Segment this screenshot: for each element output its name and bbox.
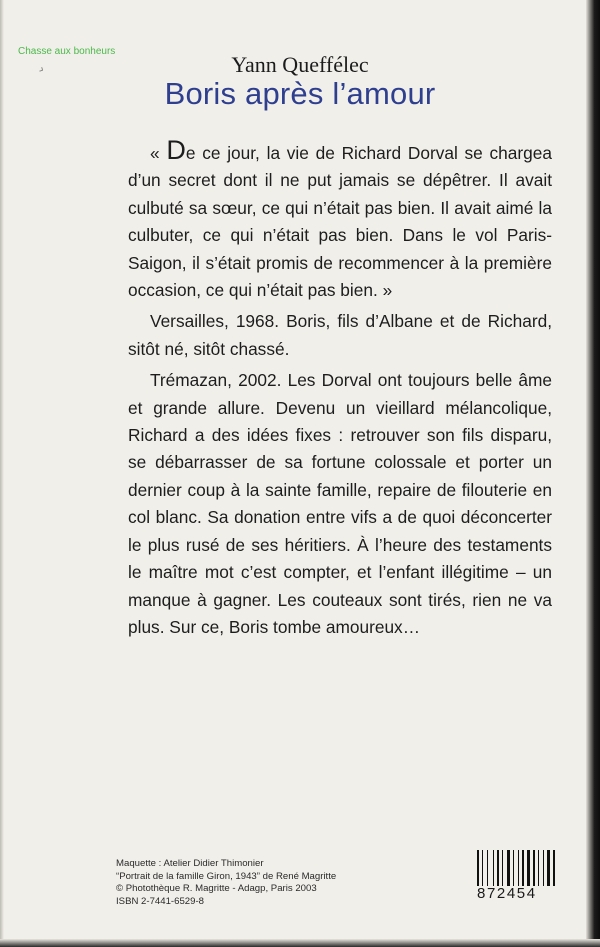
book-title: Boris après l’amour [164,76,436,111]
quote-text: e ce jour, la vie de Richard Dorval se chargea d’un secret dont il ne put jamais se dépêtrer. Il avait culbuté sa sœur, ce qui n’était pas bien. Il avait aimé la culbuter, ce qui n’était pas bien. Dans le vol Paris-Saigon, il s’était promis de recommencer à la première occasion, ce qui n’était pas bien. » [128,143,552,301]
credit-copyright: © Photothèque R. Magritte - Adagp, Paris 2003 [116,883,317,895]
barcode-bar [507,850,510,886]
author-name: Yann Queffélec [231,52,369,77]
barcode-bar [482,850,483,886]
seller-watermark: Chasse aux bonheurs [18,46,116,57]
barcode-bar [525,850,526,886]
quote-open-mark: « [150,143,167,163]
barcode-bar [527,850,530,886]
barcode-bar [540,850,542,886]
blurb [128,135,552,641]
blurb-paragraph: Trémazan, 2002. Les Dorval ont toujours belle âme et grande allure. Devenu un vieillard mélancolique, Richard a des idées fixes : retrouver son fils disparu, se débarrasser de sa fortune colossale et porter un dernier coup à la sainte famille, repaire de filouterie en col blanc. Sa donation entre vifs a de quoi déconcerter le plus rusé de ses héritiers. À l’heure des testaments le maître mot c’est compter, et l’enfant illégitime – un manque à gagner. Les couteaux sont tirés, rien ne va plus. Sur ce, Boris tombe amoureux… [128,370,552,637]
quote-dropcap: D [166,135,186,165]
credits-block [116,858,416,908]
barcode-bar [484,850,486,886]
barcode-bar [500,850,501,886]
barcode-bar [504,850,506,886]
barcode-bar [553,850,555,886]
credit-artwork: “Portrait de la famille Giron, 1943” de René Magritte [116,870,337,882]
barcode-bar [545,850,546,886]
barcode-bar [513,850,514,886]
blurb-paragraph: Versailles, 1968. Boris, fils d’Albane et de Richard, sitôt né, sitôt chassé. [128,311,552,359]
barcode-bar [543,850,544,886]
barcode-bar [536,850,537,886]
barcode-bar [515,850,517,886]
credit-isbn: ISBN 2-7441-6529-8 [116,895,204,907]
barcode-number: 872454 [477,885,537,902]
paper-speck: › [36,61,48,77]
barcode-bar [497,850,499,886]
barcode-bar [531,850,532,886]
barcode-bar [477,850,479,886]
barcode-bar [493,850,494,886]
barcode-bar [487,850,488,886]
barcode-bar [547,850,550,886]
blurb-quote [128,135,552,304]
barcode-bar [533,850,535,886]
barcode-bar [522,850,524,886]
cover-spine-shadow [586,0,600,947]
barcode-bar [489,850,492,886]
barcode-bar [502,850,503,886]
barcode-bar [480,850,481,886]
barcode-bar [556,850,557,886]
barcode-bar [551,850,552,886]
barcode-bar [495,850,496,886]
cover-left-edge [0,0,4,947]
barcode-bar [538,850,539,886]
credit-design: Maquette : Atelier Didier Thimonier [116,858,264,869]
barcode-bar [511,850,512,886]
barcode-bar [518,850,519,886]
cover-bottom-edge [0,939,600,947]
barcode [477,850,557,886]
barcode-bar [520,850,521,886]
